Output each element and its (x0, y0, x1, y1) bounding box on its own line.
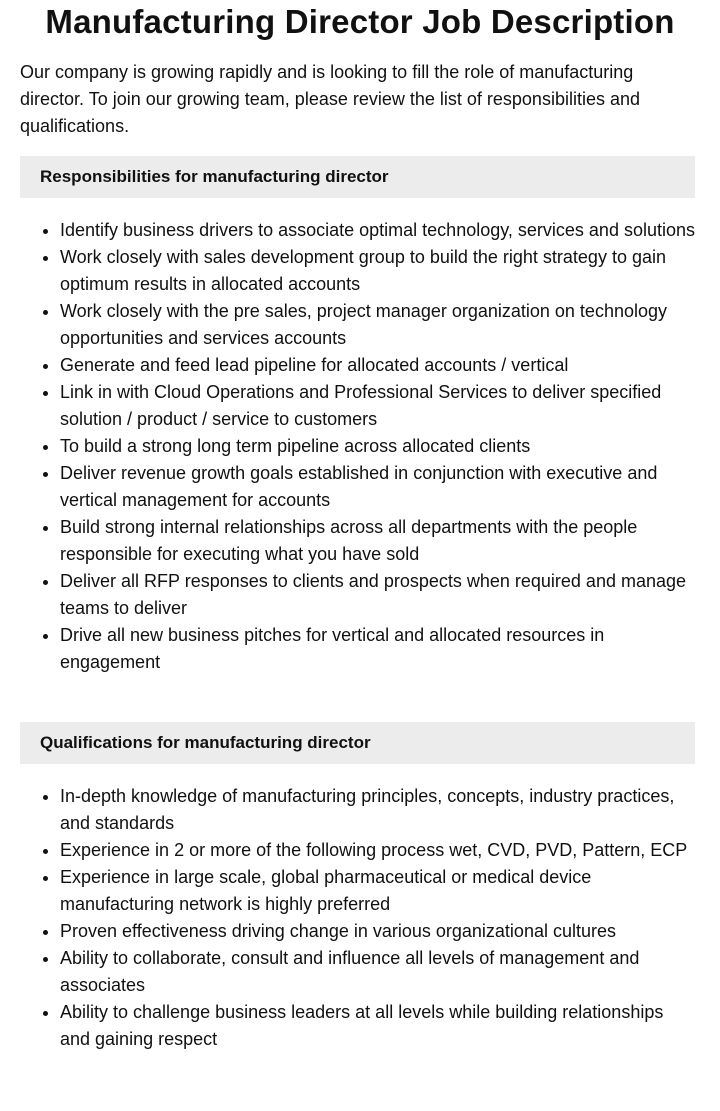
list-item: • Identify business drivers to associate optimal technology, services and solutions (60, 217, 696, 244)
list-item: • Experience in 2 or more of the following process wet, CVD, PVD, Pattern, ECP (60, 837, 696, 864)
intro-paragraph: Our company is growing rapidly and is looking to fill the role of manufacturing director. To join our growing team, please review the list of responsibilities and qualifications. (20, 62, 640, 136)
list-item: • Work closely with the pre sales, project manager organization on technology opportunities and services accounts (60, 298, 696, 352)
list-item: • Proven effectiveness driving change in various organizational cultures (60, 918, 696, 945)
list-item: • To build a strong long term pipeline across allocated clients (60, 433, 696, 460)
page-title: Manufacturing Director Job Description (45, 3, 675, 40)
list-item: • Work closely with sales development group to build the right strategy to gain optimum results in allocated accounts (60, 244, 696, 298)
list-item: • Link in with Cloud Operations and Professional Services to deliver specified solution / product / service to customers (60, 379, 696, 433)
list-item: • Deliver all RFP responses to clients and prospects when required and manage teams to deliver (60, 568, 696, 622)
qualifications-heading: Qualifications for manufacturing director (20, 722, 695, 764)
list-item: • Experience in large scale, global pharmaceutical or medical device manufacturing network is highly preferred (60, 864, 696, 918)
responsibilities-heading: Responsibilities for manufacturing director (20, 156, 695, 198)
list-item: • Build strong internal relationships across all departments with the people responsible for executing what you have sold (60, 514, 696, 568)
list-item: • Ability to challenge business leaders at all levels while building relationships and gaining respect (60, 999, 696, 1053)
list-item: • Deliver revenue growth goals established in conjunction with executive and vertical management for accounts (60, 460, 696, 514)
qualifications-list (20, 783, 696, 1053)
list-item: • Drive all new business pitches for vertical and allocated resources in engagement (60, 622, 696, 676)
list-item: • Generate and feed lead pipeline for allocated accounts / vertical (60, 352, 696, 379)
list-item: • In-depth knowledge of manufacturing principles, concepts, industry practices, and standards (60, 783, 696, 837)
list-item: • Ability to collaborate, consult and influence all levels of management and associates (60, 945, 696, 999)
responsibilities-list (20, 217, 696, 676)
